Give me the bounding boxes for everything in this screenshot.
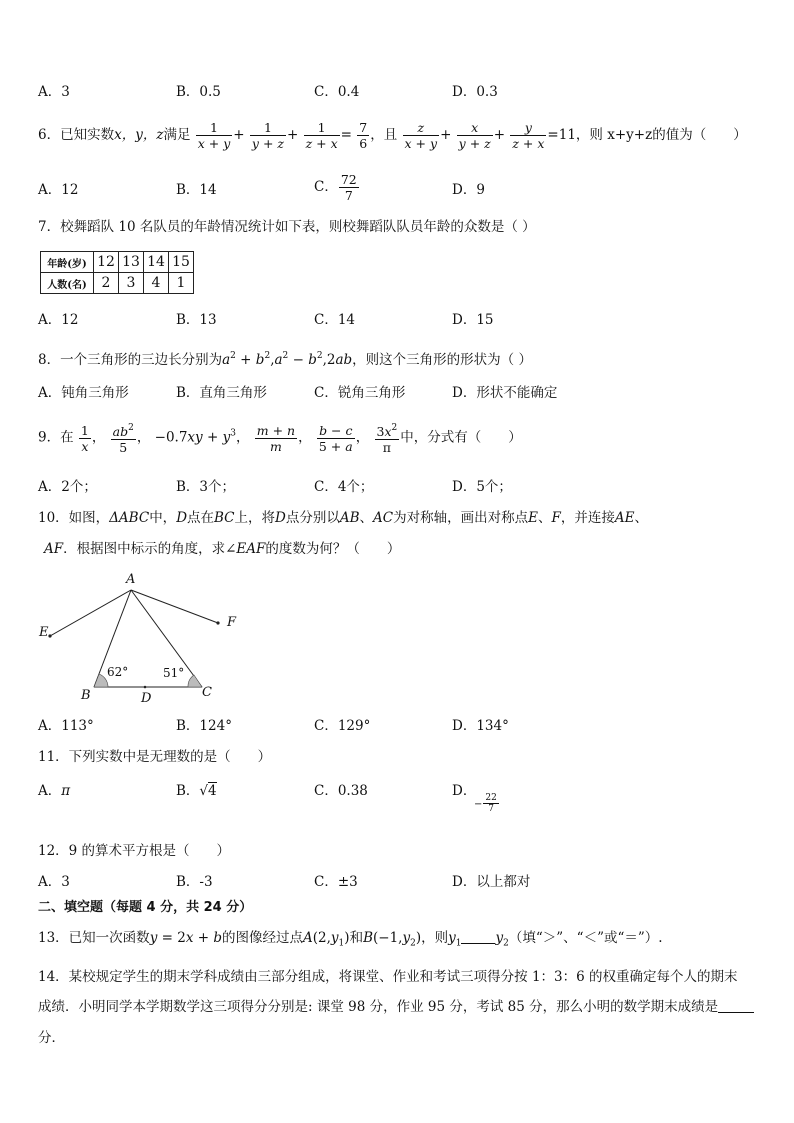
triangle-figure xyxy=(36,568,246,708)
label-d: D xyxy=(141,691,152,706)
q5-option-c: C．0.4 xyxy=(314,84,360,100)
q8-option-d: D．形状不能确定 xyxy=(452,385,558,401)
q14-line1: 14．某校规定学生的期末学科成绩由三部分组成，将课堂、作业和考试三项得分按 1：3：6 的权重确定每个人的期末 xyxy=(38,969,738,985)
q6-option-a: A．12 xyxy=(38,182,79,198)
q7-option-b: B．13 xyxy=(176,312,217,328)
q12-option-a: A．3 xyxy=(38,874,70,890)
count-cell: 2 xyxy=(94,273,119,294)
q7-option-d: D．15 xyxy=(452,312,494,328)
label-b: B xyxy=(81,688,91,703)
q11-option-b: B．√4 xyxy=(176,783,217,799)
q7-stem: 7．校舞蹈队 10 名队员的年龄情况统计如下表，则校舞蹈队队员年龄的众数是（ ） xyxy=(38,219,536,235)
q11-option-d: D． xyxy=(452,783,477,799)
section-title: 二、填空题（每题 4 分，共 24 分） xyxy=(38,900,253,915)
q10-stem-line1: 10．如图，ΔABC中，D点在BC上，将D点分别以AB、AC为对称轴，画出对称点E、F，并连接AE、 xyxy=(38,510,648,526)
q11-option-d-value: − $\frac{22}{7}$ xyxy=(474,793,497,814)
q6-option-d: D．9 xyxy=(452,182,485,198)
q9-stem: 9．在 $\frac{1}{x}$ ， $\frac{ab^2}{5}$ ， $-0.7xy + y^3$， $\frac{m + n}{m}$ ， $\frac{b - c}{5 + a}$ ， $\frac{3x^2}{\pi}$ 中，分式有（ ） xyxy=(38,422,522,455)
q10-option-b: B．124° xyxy=(176,718,232,734)
q12-option-c: C．±3 xyxy=(314,874,358,890)
q6-option-c: C． $\frac{72}{7}$ xyxy=(314,172,357,203)
q5-option-a: A．3 xyxy=(38,84,70,100)
q9-option-b: B．3个； xyxy=(176,479,236,495)
age-row xyxy=(41,252,194,273)
age-cell: 15 xyxy=(169,252,194,273)
label-f: F xyxy=(227,615,237,630)
age-cell: 14 xyxy=(144,252,169,273)
count-row xyxy=(41,273,194,294)
q14-answer-blank[interactable] xyxy=(718,998,754,1013)
count-cell: 1 xyxy=(169,273,194,294)
label-e: E xyxy=(39,625,49,640)
q9-option-d: D．5个； xyxy=(452,479,512,495)
age-header: 年龄(岁) xyxy=(41,252,94,273)
q8-option-b: B．直角三角形 xyxy=(176,385,267,401)
q14-line2: 成绩．小明同学本学期数学这三项得分分别是: 课堂 98 分，作业 95 分，考试 85 分，那么小明的数学期末成绩是 xyxy=(38,998,754,1016)
age-cell: 12 xyxy=(94,252,119,273)
q8-stem: 8．一个三角形的三边长分别为$a^2 + b^2,a^2 - b^2,2ab$，则这个三角形的形状为（ ） xyxy=(38,351,532,368)
q11-option-c: C．0.38 xyxy=(314,783,368,799)
q8-option-a: A．钝角三角形 xyxy=(38,385,129,401)
q5-option-d: D．0.3 xyxy=(452,84,498,100)
q13-answer-blank[interactable] xyxy=(461,929,495,944)
count-cell: 4 xyxy=(144,273,169,294)
q12-option-d: D．以上都对 xyxy=(452,874,531,890)
angle-b-label: 62° xyxy=(107,665,129,679)
age-table xyxy=(40,251,194,294)
q9-option-c: C．4个； xyxy=(314,479,374,495)
q12-stem: 12．9 的算术平方根是（ ） xyxy=(38,843,231,859)
q8-option-c: C．锐角三角形 xyxy=(314,385,406,401)
angle-c-label: 51° xyxy=(163,666,185,680)
q12-option-b: B．-3 xyxy=(176,874,213,890)
q9-option-a: A．2个； xyxy=(38,479,97,495)
q6-option-b: B．14 xyxy=(176,182,217,198)
q7-option-a: A．12 xyxy=(38,312,79,328)
q10-option-a: A．113° xyxy=(38,718,94,734)
q10-option-c: C．129° xyxy=(314,718,371,734)
age-cell: 13 xyxy=(119,252,144,273)
count-cell: 3 xyxy=(119,273,144,294)
q6-stem: 6．已知实数x，y，z满足 $\frac{1}{x + y}$ + $\frac{1}{y + z}$ + $\frac{1}{z + x}$ = $\frac{7}{6}$ ，且 $\frac{z}{x + y}$ + $\frac{x}{y + z}$ + $\frac{y}{z + x}$ =11，则 x+y+z的值为（ ） xyxy=(38,120,747,151)
q10-option-d: D．134° xyxy=(452,718,509,734)
label-a: A xyxy=(126,572,136,587)
q14-line3: 分． xyxy=(38,1030,65,1046)
q13-stem: 13．已知一次函数y = 2x + b的图像经过点$A(2,y_1)$和$B(-1,y_2)$，则$y_1$ $y_2$（填“＞”、“＜”或“＝”）. xyxy=(38,930,663,949)
q10-stem-line2: AF．根据图中标示的角度，求∠EAF的度数为何？（ ） xyxy=(44,541,401,557)
q7-option-c: C．14 xyxy=(314,312,356,328)
q5-option-b: B．0.5 xyxy=(176,84,221,100)
q11-stem: 11．下列实数中是无理数的是（ ） xyxy=(38,749,272,765)
label-c: C xyxy=(202,685,212,700)
count-header: 人数(名) xyxy=(41,273,94,294)
q11-option-a: A．π xyxy=(38,783,71,799)
